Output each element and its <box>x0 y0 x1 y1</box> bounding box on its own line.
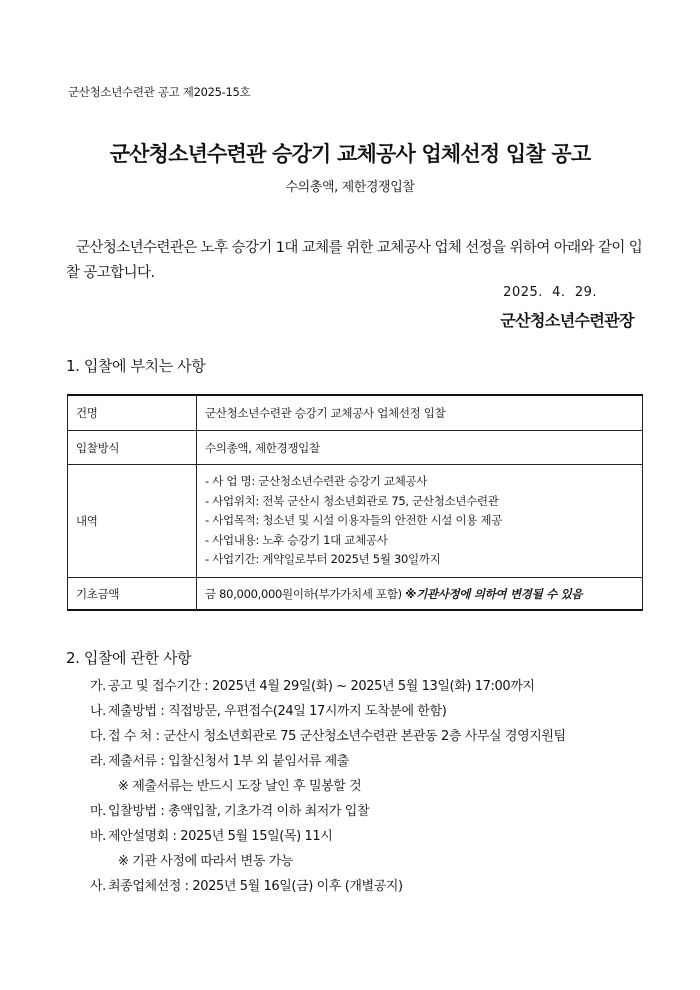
list-item-text: 입찰방법 : 총액입찰, 기초가격 이하 최저가 입찰 <box>108 804 370 819</box>
list-item-text: 제출서류 : 입찰신청서 1부 외 붙임서류 제출 <box>108 754 349 769</box>
list-marker: 마. <box>90 804 106 819</box>
list-item-text: 최종업체선정 : 2025년 5월 16일(금) 이후 (개별공지) <box>108 879 403 894</box>
announcement-date: 2025. 4. 29. <box>503 285 597 300</box>
list-item-briefing <box>90 824 650 849</box>
documents-note: ※ 제출서류는 반드시 도장 날인 후 밀봉할 것 <box>118 779 362 794</box>
list-item-text: 공고 및 접수기간 : 2025년 4월 29일(화) ~ 2025년 5월 13일(화) 17:00까지 <box>108 679 535 694</box>
row-label-base-price: 기초금액 <box>68 578 197 611</box>
list-item-reception-place <box>90 724 650 749</box>
table-row-method <box>68 431 643 465</box>
row-label-details: 내역 <box>68 465 197 578</box>
list-marker: 바. <box>90 829 106 844</box>
briefing-note: ※ 기관 사정에 따라서 변동 가능 <box>118 854 294 869</box>
document-subtitle: 수의총액, 제한경쟁입찰 <box>285 180 415 195</box>
list-marker: 가. <box>90 679 106 694</box>
row-value-method: 수의총액, 제한경쟁입찰 <box>197 431 643 465</box>
intro-text: 군산청소년수련관은 노후 승강기 1대 교체를 위한 교체공사 업체 선정을 위하여 아래와 같이 입찰 공고합니다. <box>66 240 643 281</box>
row-label-method: 입찰방식 <box>68 431 197 465</box>
row-label-name: 건명 <box>68 395 197 431</box>
detail-line-content: - 사업내용: 노후 승강기 1대 교체공사 <box>205 532 388 547</box>
issuer-name: 군산청소년수련관장 <box>500 311 634 330</box>
list-item-submission-method <box>90 699 650 724</box>
list-marker: 라. <box>90 754 106 769</box>
table-row-details <box>68 465 643 578</box>
list-item-documents <box>90 749 650 774</box>
base-price-note: ※기관사정에 의하여 변경될 수 있음 <box>405 586 583 601</box>
detail-line-purpose: - 사업목적: 청소년 및 시설 이용자들의 안전한 시설 이용 제공 <box>205 513 503 528</box>
detail-line-project-name: - 사 업 명: 군산청소년수련관 승강기 교체공사 <box>205 474 428 489</box>
bid-details-list <box>90 674 650 899</box>
list-item-final-selection <box>90 874 650 899</box>
list-item-period <box>90 674 650 699</box>
list-marker: 다. <box>90 729 106 744</box>
detail-line-location: - 사업위치: 전북 군산시 청소년회관로 75, 군산청소년수련관 <box>205 493 499 508</box>
list-marker: 사. <box>90 879 106 894</box>
document-number: 군산청소년수련관 공고 제2025-15호 <box>68 85 251 99</box>
list-item-text: 제출방법 : 직접방문, 우편접수(24일 17시까지 도착분에 한함) <box>108 704 447 719</box>
section2-heading: 2. 입찰에 관한 사항 <box>66 649 192 667</box>
row-value-name: 군산청소년수련관 승강기 교체공사 업체선정 입찰 <box>197 395 643 431</box>
table-row-name <box>68 395 643 431</box>
list-item-text: 접 수 처 : 군산시 청소년회관로 75 군산청소년수련관 본관동 2층 사무실 경영지원팀 <box>108 729 566 744</box>
base-price-amount: 금 80,000,000원이하(부가가치세 포함) <box>205 586 406 601</box>
list-marker: 나. <box>90 704 106 719</box>
list-item-text: 제안설명회 : 2025년 5월 15일(목) 11시 <box>108 829 333 844</box>
row-value-details <box>197 465 643 578</box>
detail-line-period: - 사업기간: 계약일로부터 2025년 5월 30일까지 <box>205 552 441 567</box>
row-value-base-price <box>197 578 643 611</box>
bid-info-table <box>67 394 643 611</box>
intro-paragraph <box>66 236 644 286</box>
list-item-bid-method <box>90 799 650 824</box>
document-title: 군산청소년수련관 승강기 교체공사 업체선정 입찰 공고 <box>109 142 591 166</box>
section1-heading: 1. 입찰에 부치는 사항 <box>66 357 206 375</box>
table-row-base-price <box>68 578 643 611</box>
